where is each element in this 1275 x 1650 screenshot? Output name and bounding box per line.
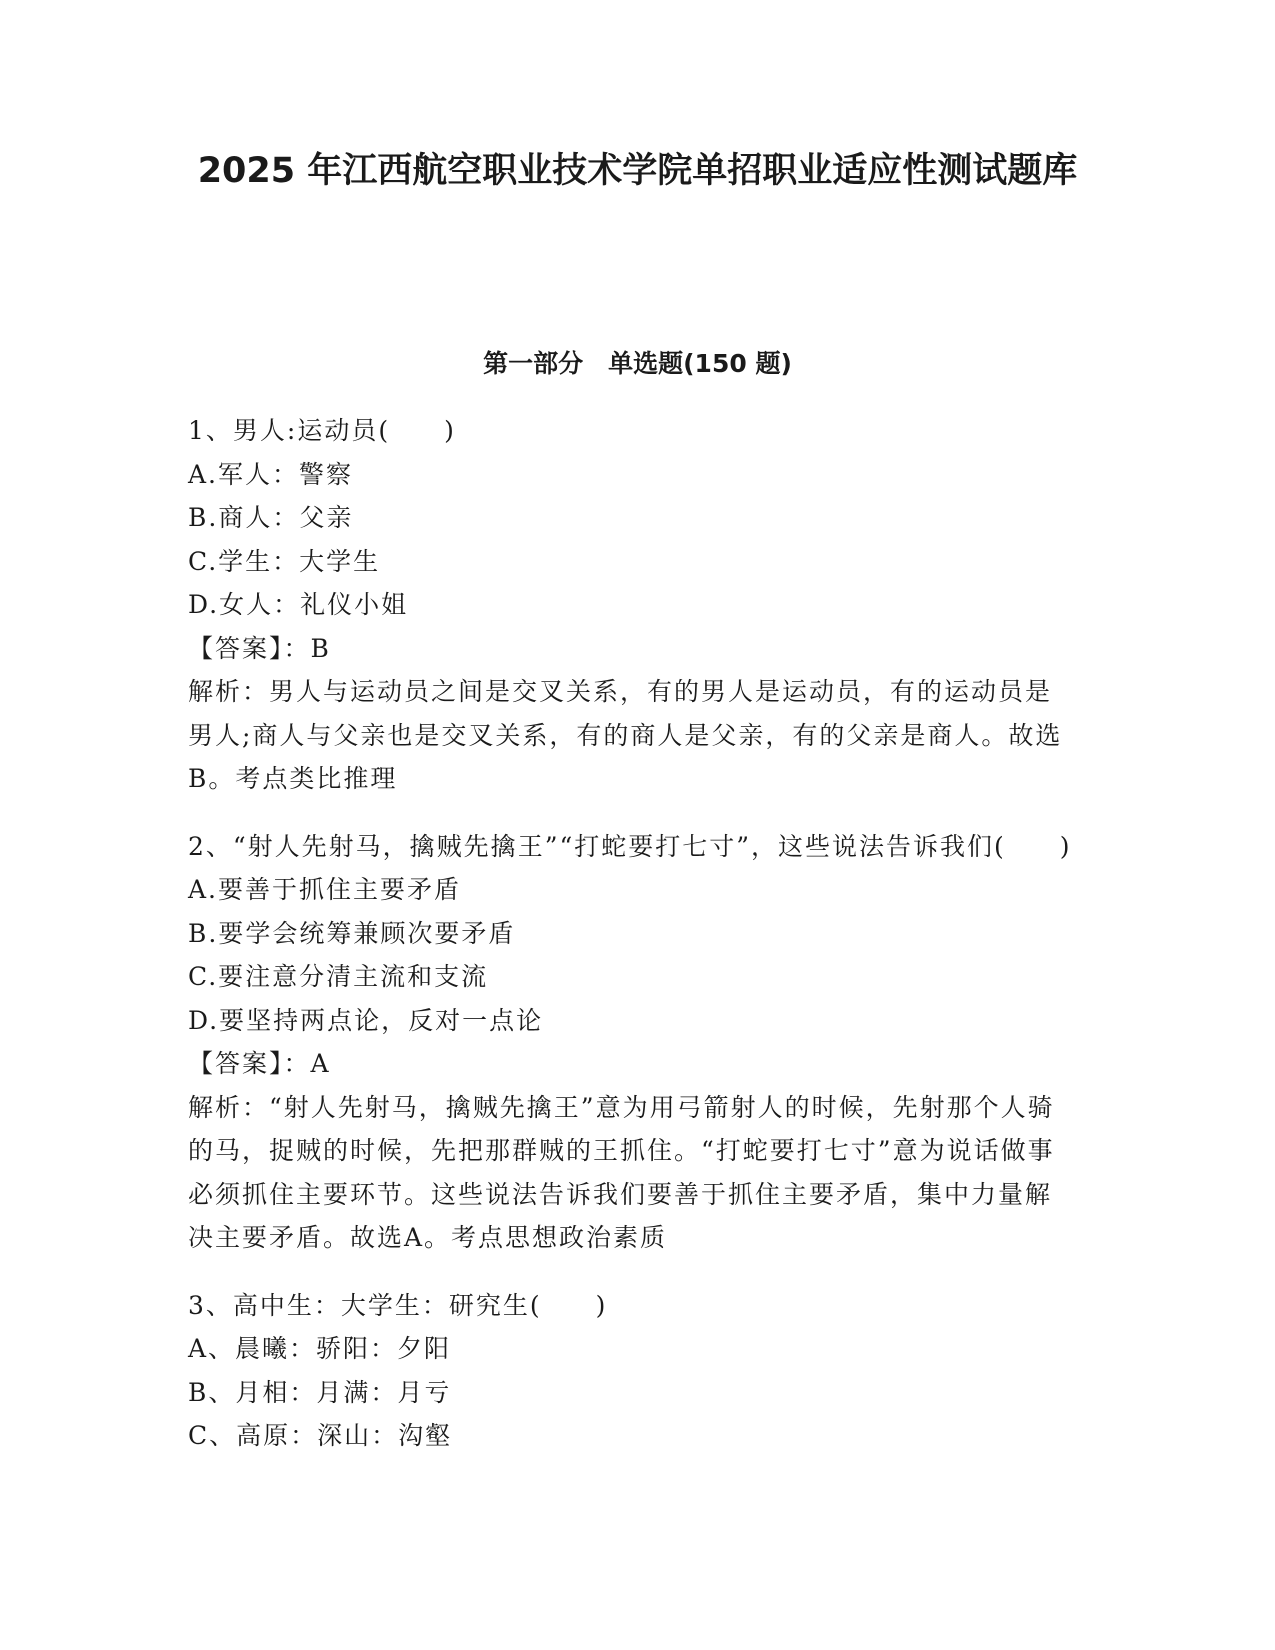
question-2 [188, 825, 1078, 1260]
question-3 [188, 1284, 1078, 1458]
question-1 [188, 409, 1078, 801]
analysis-text: 解析：男人与运动员之间是交叉关系，有的男人是运动员，有的运动员是男人;商人与父亲也是交叉关系，有的商人是父亲，有的父亲是商人。故选B。考点类比推理 [188, 677, 1063, 793]
option-b: B.要学会统筹兼顾次要矛盾 [188, 918, 516, 948]
question-list [188, 409, 1078, 1482]
option-a: A.军人：警察 [188, 459, 354, 489]
answer-line: 【答案】：A [188, 1049, 331, 1078]
question-stem: 3、高中生：大学生：研究生( ) [188, 1290, 608, 1320]
option-c: C.学生：大学生 [188, 546, 381, 576]
option-d: D.要坚持两点论，反对一点论 [188, 1005, 544, 1035]
option-a: A.要善于抓住主要矛盾 [188, 875, 462, 904]
question-stem: 2、“射人先射马，擒贼先擒王”“打蛇要打七寸”，这些说法告诉我们( ) [188, 831, 1072, 861]
document-title: 2025 年江西航空职业技术学院单招职业适应性测试题库 [197, 151, 1078, 191]
option-d: D.女人：礼仪小姐 [188, 590, 409, 619]
option-c: C.要注意分清主流和支流 [188, 962, 489, 991]
analysis-text: 解析：“射人先射马，擒贼先擒王”意为用弓箭射人的时候，先射那个人骑的马，捉贼的时候，先把那群贼的王抓住。“打蛇要打七寸”意为说话做事必须抓住主要环节。这些说法告诉我们要善于抓住主要矛盾，集中力量解决主要矛盾。故选A。考点思想政治素质 [188, 1092, 1055, 1252]
section-title: 第一部分 单选题(150 题) [483, 349, 792, 378]
option-b: B.商人：父亲 [188, 503, 354, 532]
option-a: A、晨曦：骄阳：夕阳 [188, 1334, 452, 1363]
option-b: B、月相：月满：月亏 [188, 1377, 452, 1407]
answer-line: 【答案】：B [188, 633, 331, 663]
question-stem: 1、男人:运动员( ) [188, 416, 456, 445]
option-c: C、高原：深山：沟壑 [188, 1421, 453, 1450]
